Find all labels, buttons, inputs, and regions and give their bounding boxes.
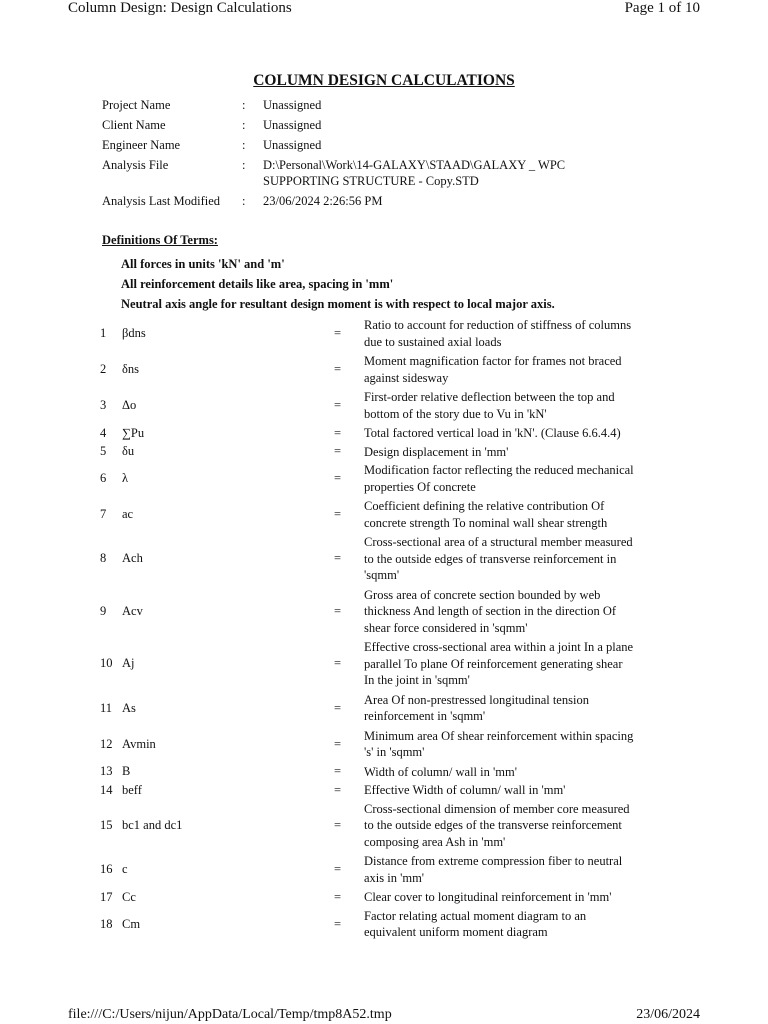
term-description bbox=[364, 889, 669, 906]
info-label: Project Name bbox=[102, 98, 171, 112]
info-row bbox=[102, 117, 623, 133]
term-symbol: Aj bbox=[122, 656, 135, 671]
term-number: 7 bbox=[100, 507, 107, 521]
term-description-line: First-order relative deflection between the top and bbox=[364, 390, 615, 404]
term-description-line: Clear cover to longitudinal reinforcement in 'mm' bbox=[364, 890, 612, 904]
term-description-line: Distance from extreme compression fiber to neutral bbox=[364, 854, 623, 868]
term-description bbox=[364, 317, 669, 350]
info-label: Client Name bbox=[102, 118, 166, 132]
term-description-line: Design displacement in 'mm' bbox=[364, 444, 509, 459]
term-description-line: Area Of non-prestressed longitudinal tension bbox=[364, 692, 589, 707]
term-description bbox=[364, 801, 669, 851]
term-description-line: Width of column/ wall in 'mm' bbox=[364, 764, 517, 779]
term-row bbox=[100, 498, 680, 531]
term-equals: = bbox=[334, 326, 342, 340]
document-title-text: COLUMN DESIGN CALCULATIONS bbox=[253, 72, 515, 89]
info-value-line: Unassigned bbox=[263, 118, 322, 132]
term-number: 10 bbox=[100, 656, 113, 671]
term-description-line: bottom of the story due to Vu in 'kN' bbox=[364, 406, 547, 421]
term-equals: = bbox=[334, 471, 342, 485]
term-equals: = bbox=[334, 764, 342, 779]
term-description-line: to the outside edges of transverse reinforcement in bbox=[364, 551, 617, 566]
term-equals: = bbox=[334, 916, 342, 931]
term-number: 8 bbox=[100, 551, 107, 566]
term-symbol: c bbox=[122, 862, 128, 876]
term-symbol: Avmin bbox=[122, 736, 156, 751]
info-value bbox=[263, 137, 623, 153]
info-row bbox=[102, 137, 623, 153]
term-description-line: Modification factor reflecting the reduced mechanical bbox=[364, 463, 634, 477]
info-separator: : bbox=[242, 118, 246, 132]
info-value bbox=[263, 97, 623, 113]
term-symbol: βdns bbox=[122, 326, 146, 340]
term-number: 12 bbox=[100, 736, 113, 751]
term-number: 4 bbox=[100, 425, 107, 440]
term-symbol: ∑Pu bbox=[122, 425, 145, 440]
term-row bbox=[100, 782, 680, 799]
term-number: 11 bbox=[100, 700, 113, 715]
info-value-line: 23/06/2024 2:26:56 PM bbox=[263, 194, 383, 208]
term-symbol: δns bbox=[122, 362, 140, 376]
term-number: 6 bbox=[100, 471, 107, 485]
term-equals: = bbox=[334, 782, 342, 797]
project-info bbox=[102, 97, 623, 213]
term-row bbox=[100, 639, 680, 689]
term-row bbox=[100, 908, 680, 941]
term-symbol: ac bbox=[122, 507, 134, 521]
term-row bbox=[100, 353, 680, 386]
info-value-line: SUPPORTING STRUCTURE - Copy.STD bbox=[263, 174, 479, 188]
term-equals: = bbox=[334, 862, 342, 876]
term-description-line: thickness And length of section in the direction Of bbox=[364, 604, 617, 618]
term-description bbox=[364, 389, 669, 422]
term-symbol: δu bbox=[122, 444, 135, 459]
definitions-heading: Definitions Of Terms: bbox=[102, 233, 218, 247]
term-row bbox=[100, 462, 680, 495]
term-description bbox=[364, 639, 669, 689]
term-description bbox=[364, 425, 669, 442]
note-line: Neutral axis angle for resultant design moment is with respect to local major axis. bbox=[121, 297, 555, 311]
term-equals: = bbox=[334, 425, 342, 440]
info-value bbox=[263, 157, 623, 189]
info-value bbox=[263, 117, 623, 133]
info-separator: : bbox=[242, 138, 246, 152]
info-label: Analysis Last Modified bbox=[102, 194, 221, 208]
term-equals: = bbox=[334, 362, 342, 376]
term-description-line: against sidesway bbox=[364, 370, 449, 385]
term-row bbox=[100, 889, 680, 906]
term-equals: = bbox=[334, 398, 342, 412]
info-row bbox=[102, 157, 623, 189]
term-description-line: In the joint in 'sqmm' bbox=[364, 673, 470, 687]
term-row bbox=[100, 534, 680, 584]
term-description bbox=[364, 728, 669, 761]
term-equals: = bbox=[334, 551, 342, 566]
term-row bbox=[100, 317, 680, 350]
term-number: 16 bbox=[100, 862, 113, 876]
info-value bbox=[263, 193, 623, 209]
term-description bbox=[364, 498, 669, 531]
term-number: 5 bbox=[100, 444, 107, 459]
term-description-line: due to sustained axial loads bbox=[364, 334, 502, 349]
term-description-line: Cross-sectional area of a structural member measured bbox=[364, 535, 633, 549]
term-symbol: beff bbox=[122, 782, 142, 797]
info-value-line: Unassigned bbox=[263, 98, 322, 112]
term-symbol: λ bbox=[122, 471, 129, 485]
footer-date: 23/06/2024 bbox=[636, 1007, 700, 1022]
info-separator: : bbox=[242, 158, 246, 172]
term-description-line: Minimum area Of shear reinforcement within spacing bbox=[364, 728, 634, 743]
note-line: All reinforcement details like area, spacing in 'mm' bbox=[121, 277, 394, 291]
term-description bbox=[364, 534, 669, 584]
term-equals: = bbox=[334, 700, 342, 715]
term-description-line: concrete strength To nominal wall shear strength bbox=[364, 515, 608, 530]
term-number: 17 bbox=[100, 889, 113, 904]
term-row bbox=[100, 764, 680, 781]
term-number: 18 bbox=[100, 916, 113, 931]
term-description-line: composing area Ash in 'mm' bbox=[364, 834, 506, 849]
term-row bbox=[100, 425, 680, 442]
term-description-line: Gross area of concrete section bounded by web bbox=[364, 587, 601, 602]
term-number: 9 bbox=[100, 603, 107, 618]
term-description-line: Factor relating actual moment diagram to an bbox=[364, 908, 587, 923]
term-description-line: properties Of concrete bbox=[364, 479, 476, 494]
term-symbol: Cm bbox=[122, 916, 141, 931]
term-equals: = bbox=[334, 603, 342, 618]
term-description-line: to the outside edges of the transverse reinforcement bbox=[364, 818, 622, 832]
term-description-line: parallel To plane Of reinforcement generating shear bbox=[364, 656, 623, 671]
term-row bbox=[100, 853, 680, 886]
info-separator: : bbox=[242, 194, 246, 208]
term-description bbox=[364, 764, 669, 781]
term-description-line: Moment magnification factor for frames not braced bbox=[364, 354, 622, 368]
term-description bbox=[364, 692, 669, 725]
term-description-line: equivalent uniform moment diagram bbox=[364, 925, 548, 939]
info-row bbox=[102, 97, 623, 113]
term-description-line: Effective cross-sectional area within a joint In a plane bbox=[364, 640, 634, 654]
term-symbol: bc1 and dc1 bbox=[122, 817, 183, 832]
note-line: All forces in units 'kN' and 'm' bbox=[121, 257, 285, 271]
info-label: Engineer Name bbox=[102, 138, 181, 152]
term-description bbox=[364, 587, 669, 637]
term-row bbox=[100, 389, 680, 422]
terms-list bbox=[100, 317, 680, 944]
term-row bbox=[100, 801, 680, 851]
page-number: Page 1 of 10 bbox=[624, 0, 700, 16]
term-row bbox=[100, 692, 680, 725]
term-symbol: Δo bbox=[122, 398, 137, 412]
term-description-line: Ratio to account for reduction of stiffness of columns bbox=[364, 318, 632, 332]
term-description-line: Cross-sectional dimension of member core measured bbox=[364, 801, 630, 816]
term-symbol: As bbox=[122, 700, 136, 715]
term-description bbox=[364, 444, 669, 461]
term-symbol: Ach bbox=[122, 551, 143, 566]
info-separator: : bbox=[242, 98, 246, 112]
term-description-line: Effective Width of column/ wall in 'mm' bbox=[364, 783, 566, 797]
term-description bbox=[364, 853, 669, 886]
term-row bbox=[100, 587, 680, 637]
term-description-line: Total factored vertical load in 'kN'. (Clause 6.6.4.4) bbox=[364, 426, 621, 440]
term-equals: = bbox=[334, 444, 342, 459]
info-value-line: Unassigned bbox=[263, 138, 322, 152]
term-description-line: Coefficient defining the relative contribution Of bbox=[364, 499, 605, 513]
term-equals: = bbox=[334, 736, 342, 751]
term-description-line: axis in 'mm' bbox=[364, 870, 425, 885]
term-description-line: 's' in 'sqmm' bbox=[364, 745, 425, 759]
term-symbol: Acv bbox=[122, 603, 143, 618]
term-number: 13 bbox=[100, 764, 113, 779]
footer-file-path: file:///C:/Users/nijun/AppData/Local/Temp/tmp8A52.tmp bbox=[68, 1007, 392, 1022]
term-number: 14 bbox=[100, 782, 113, 797]
info-row bbox=[102, 193, 623, 209]
info-label: Analysis File bbox=[102, 158, 169, 172]
term-number: 15 bbox=[100, 817, 113, 832]
term-row bbox=[100, 444, 680, 461]
term-description bbox=[364, 353, 669, 386]
term-equals: = bbox=[334, 656, 342, 671]
term-description-line: reinforcement in 'sqmm' bbox=[364, 709, 486, 723]
term-number: 2 bbox=[100, 362, 107, 376]
term-description-line: 'sqmm' bbox=[364, 568, 400, 582]
term-number: 1 bbox=[100, 326, 107, 340]
term-symbol: Cc bbox=[122, 889, 136, 904]
term-equals: = bbox=[334, 889, 342, 904]
term-description bbox=[364, 908, 669, 941]
term-description bbox=[364, 782, 669, 799]
notes bbox=[121, 254, 555, 314]
term-symbol: B bbox=[122, 764, 131, 779]
term-description bbox=[364, 462, 669, 495]
term-description-line: shear force considered in 'sqmm' bbox=[364, 620, 528, 635]
term-equals: = bbox=[334, 817, 342, 832]
document-title bbox=[0, 72, 768, 90]
info-value-line: D:\Personal\Work\14-GALAXY\STAAD\GALAXY _ WPC bbox=[263, 158, 566, 172]
term-equals: = bbox=[334, 507, 342, 521]
term-number: 3 bbox=[100, 398, 107, 412]
page-header-title: Column Design: Design Calculations bbox=[68, 0, 292, 16]
term-row bbox=[100, 728, 680, 761]
